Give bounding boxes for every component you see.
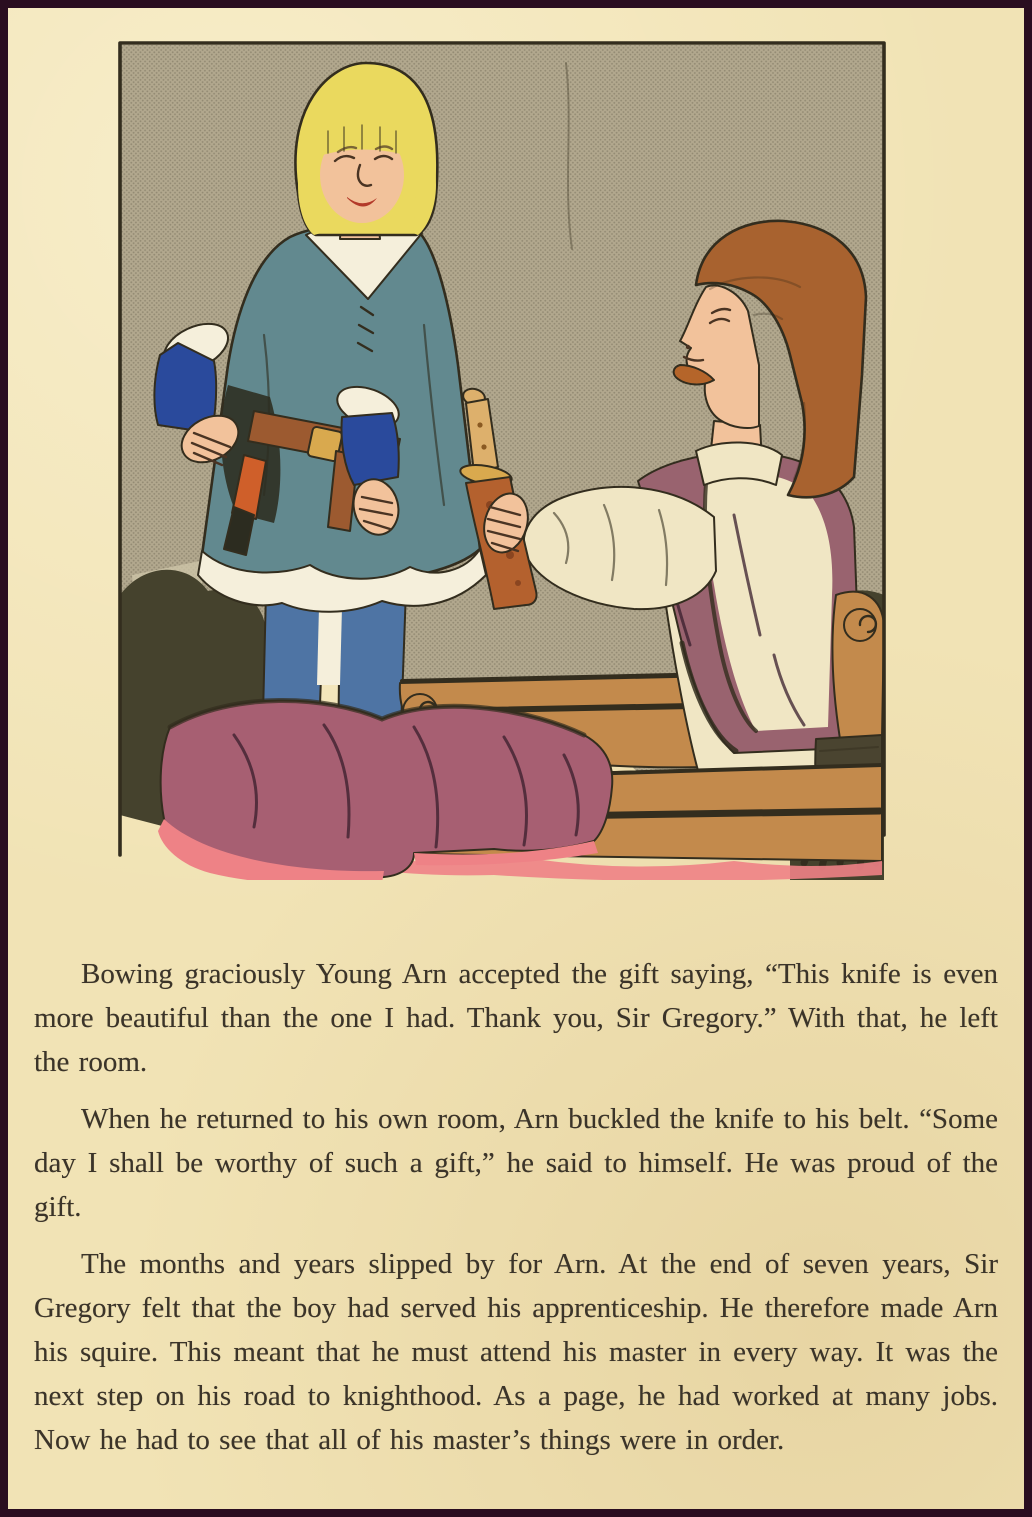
paper-sheet [8,8,1024,1509]
gregory-collar [696,442,782,485]
paragraph-3: The months and years slipped by for Arn. At the end of seven years, Sir Gregory felt that the boy had served his apprenticeship. He therefore made Arn his squire. This meant that he must attend his master in every way. It was the next step on his road to knighthood. As a page, he had worked at many jobs. Now he had to see that all of his master’s things were in order. [34,1248,998,1456]
paragraph-1: Bowing graciously Young Arn accepted the gift saying, “This knife is even more beautiful than the one I had. Thank you, Sir Gregory.” With that, he left the room. [34,958,998,1078]
arn-head [295,63,437,239]
story-illustration [114,35,890,880]
blanket [158,700,612,880]
story-text [34,952,998,1462]
illustration-svg [114,35,890,880]
paragraph-2: When he returned to his own room, Arn buckled the knife to his belt. “Some day I shall be worthy of such a gift,” he said to himself. He was proud of the gift. [34,1103,998,1223]
